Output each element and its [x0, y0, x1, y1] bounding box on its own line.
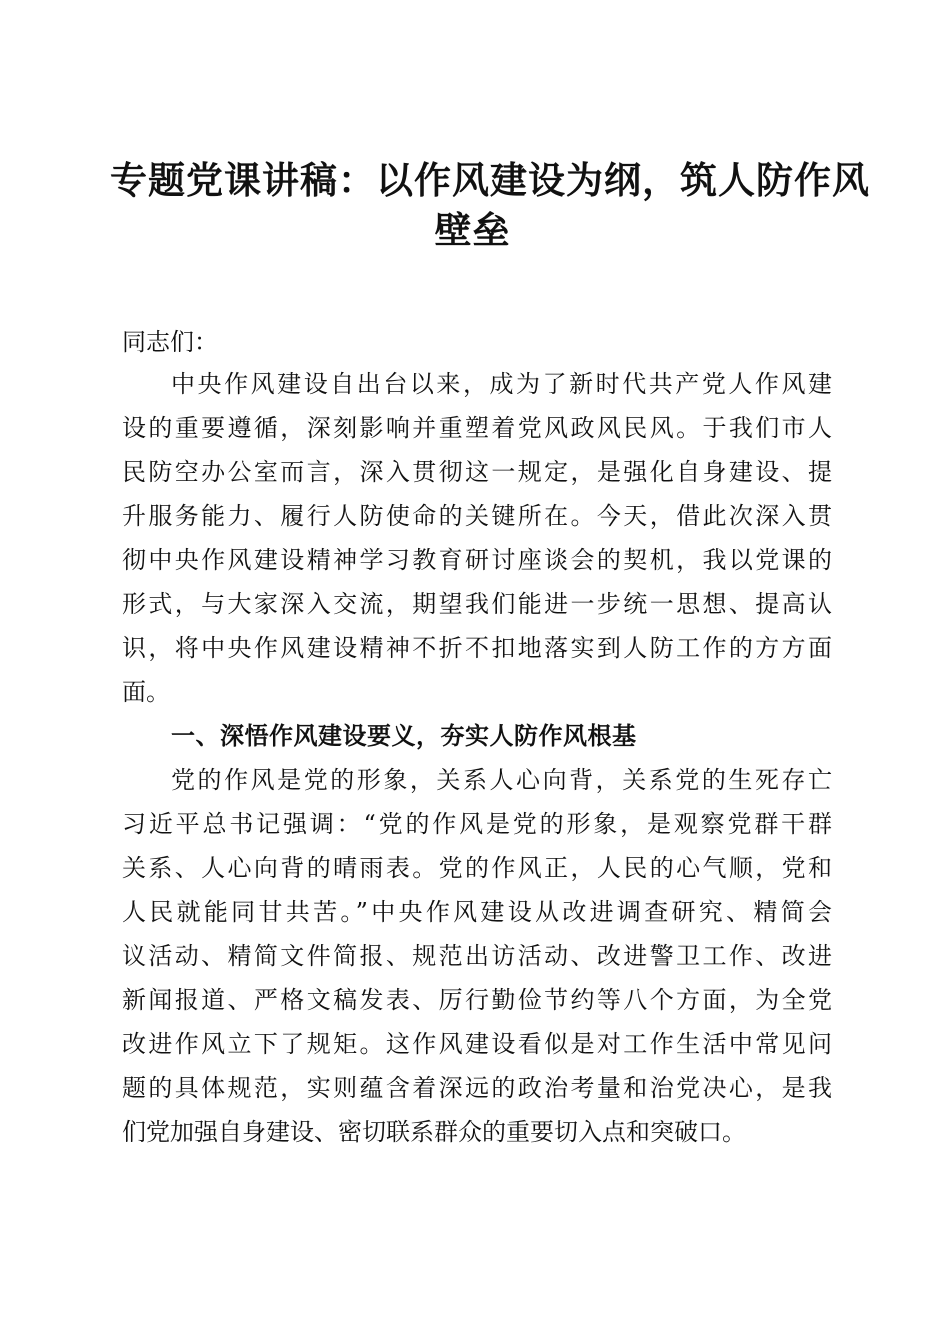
- title-line-2: 壁垒: [434, 208, 511, 252]
- paragraph-line: 形式，与大家深入交流，期望我们能进一步统一思想、提高认: [122, 590, 832, 618]
- document-body: [122, 362, 832, 1154]
- paragraph-line: 党的作风是党的形象，关系人心向背，关系党的生死存亡: [171, 766, 832, 794]
- paragraph-line: 识，将中央作风建设精神不折不扣地落实到人防工作的方方面: [122, 634, 832, 662]
- paragraph-2: [122, 758, 832, 1154]
- paragraph-line: 民防空办公室而言，深入贯彻这一规定，是强化自身建设、提: [122, 458, 832, 486]
- section-heading-1: 一、深悟作风建设要义，夯实人防作风根基: [171, 722, 637, 750]
- paragraph-line: 议活动、精简文件简报、规范出访活动、改进警卫工作、改进: [122, 942, 832, 970]
- paragraph-line: 题的具体规范，实则蕴含着深远的政治考量和治党决心，是我: [122, 1074, 832, 1102]
- paragraph-line: 新闻报道、严格文稿发表、厉行勤俭节约等八个方面，为全党: [122, 986, 832, 1014]
- paragraph-line: 设的重要遵循，深刻影响并重塑着党风政风民风。于我们市人: [122, 414, 832, 442]
- paragraph-line: 关系、人心向背的晴雨表。党的作风正，人民的心气顺，党和: [122, 854, 832, 882]
- paragraph-line: 们党加强自身建设、密切联系群众的重要切入点和突破口。: [122, 1118, 746, 1146]
- paragraph-line: 改进作风立下了规矩。这作风建设看似是对工作生活中常见问: [122, 1030, 832, 1058]
- paragraph-line: 人民就能同甘共苦。”中央作风建设从改进调查研究、精简会: [122, 898, 832, 926]
- paragraph-line: 习近平总书记强调：“党的作风是党的形象，是观察党群干群: [122, 810, 832, 838]
- paragraph-line: 面。: [122, 678, 170, 706]
- title-line-1: 专题党课讲稿：以作风建设为纲，筑人防作风: [110, 158, 870, 202]
- paragraph-1: [122, 362, 832, 714]
- salutation: 同志们：: [122, 328, 218, 356]
- document-title: [110, 155, 870, 255]
- paragraph-line: 升服务能力、履行人防使命的关键所在。今天，借此次深入贯: [122, 502, 832, 530]
- paragraph-line: 彻中央作风建设精神学习教育研讨座谈会的契机，我以党课的: [122, 546, 832, 574]
- paragraph-line: 中央作风建设自出台以来，成为了新时代共产党人作风建: [171, 370, 832, 398]
